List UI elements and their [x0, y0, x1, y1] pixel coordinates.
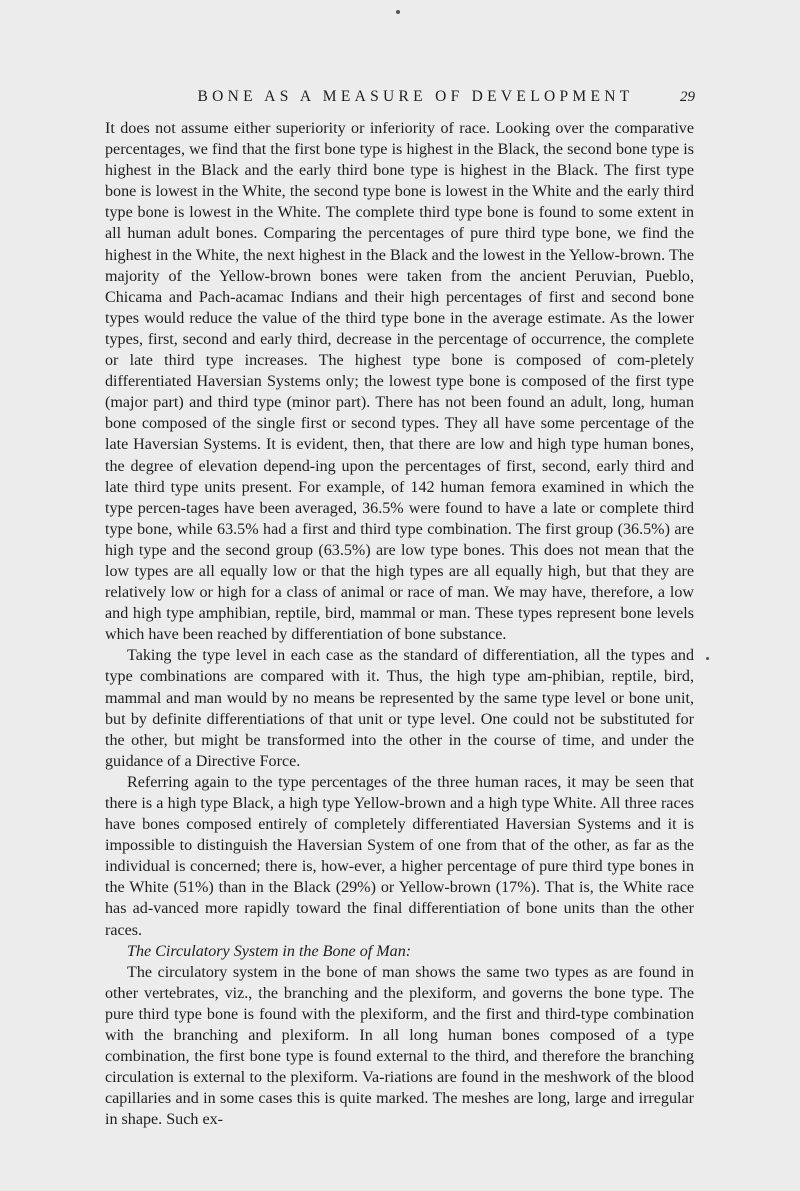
running-head: BONE AS A MEASURE OF DEVELOPMENT	[197, 88, 634, 105]
paragraph-circulatory-system: The circulatory system in the bone of man shows the same two types as are found in other vertebrates, viz., the branching and the plexiform, and governs the bone type. The pure third type bone is found with the plexiform, and the first and third-type combination with the branching and plexiform. In all long human bones composed of a type combination, the first bone type is found external to the third, and therefore the branching circulation is external to the plexiform. Va-riations are found in the meshwork of the blood capillaries and in some cases this is quite marked. The meshes are long, large and irregular in shape. Such ex-	[105, 963, 694, 1129]
paragraph-three-races: Referring again to the type percentages of the three human races, it may be seen that there is a high type Black, a high type Yellow-brown and a high type White. All three races have bones composed entirely of completely differentiated Haversian Systems and it is impossible to distinguish the Haversian System of one from that of the other, as far as the individual is concerned; there is, how-ever, a higher percentage of pure third type bones in the White (51%) than in the Black (29%) or Yellow-brown (17%). That is, the White race has ad-vanced more rapidly toward the final differentiation of bone units than the other races.	[105, 773, 694, 939]
paragraph-type-level: Taking the type level in each case as the standard of differentiation, all the types and type combinations are compared with it. Thus, the high type am-phibian, reptile, bird, mammal and man would by no means be represented by the same type level or bone unit, but by definite differentiations of that unit or type level. One could not be substituted for the other, but might be transformed into the other in the course of time, and under the guidance of a Directive Force.	[105, 647, 694, 770]
body-text	[105, 118, 694, 1131]
print-speck	[396, 10, 400, 14]
print-speck	[706, 657, 709, 660]
page-number: 29	[680, 89, 695, 105]
paragraph-race-types: It does not assume either superiority or inferiority of race. Looking over the comparative percentages, we find that the first bone type is highest in the Black, the second bone type is highest in the Black and the early third bone type is highest in the Black. The first type bone is lowest in the White, the second type bone is lowest in the White and the early third type bone is lowest in the White. The complete third type bone is found to some extent in all human adult bones. Comparing the percentages of pure third type bone, we find the highest in the White, the next highest in the Black and the lowest in the Yellow-brown. The majority of the Yellow-brown bones were taken from the ancient Peruvian, Pueblo, Chicama and Pach-acamac Indians and their high percentages of first and second bone types would reduce the value of the third type bone in the average estimate. As the lower types, first, second and early third, decrease in the percentage of occurrence, the complete or late third type increases. The highest type bone is composed of com-pletely differentiated Haversian Systems only; the lowest type bone is composed of the first type (major part) and third type (minor part). There has not been found an adult, long, human bone composed of the single first or second types. They all have some percentage of the late Haversian Systems. It is evident, then, that there are low and high type human bones, the degree of elevation depend-ing upon the percentages of first, second, early third and late third type units present. For example, of 142 human femora examined in which the type percen-tages have been averaged, 36.5% were found to have a late or complete third type bone, while 63.5% had a first and third type combination. The first group (36.5%) are high type and the second group (63.5%) are low type bones. This does not mean that the low types are all equally low or that the high types are all equally high, but that they are relatively low or high for a class of animal or race of man. We may have, therefore, a low and high type amphibian, reptile, bird, mammal or man. These types represent bone levels which have been reached by differentiation of bone substance.	[105, 120, 694, 644]
section-heading: The Circulatory System in the Bone of Man:	[127, 942, 412, 960]
page-header	[136, 88, 695, 110]
